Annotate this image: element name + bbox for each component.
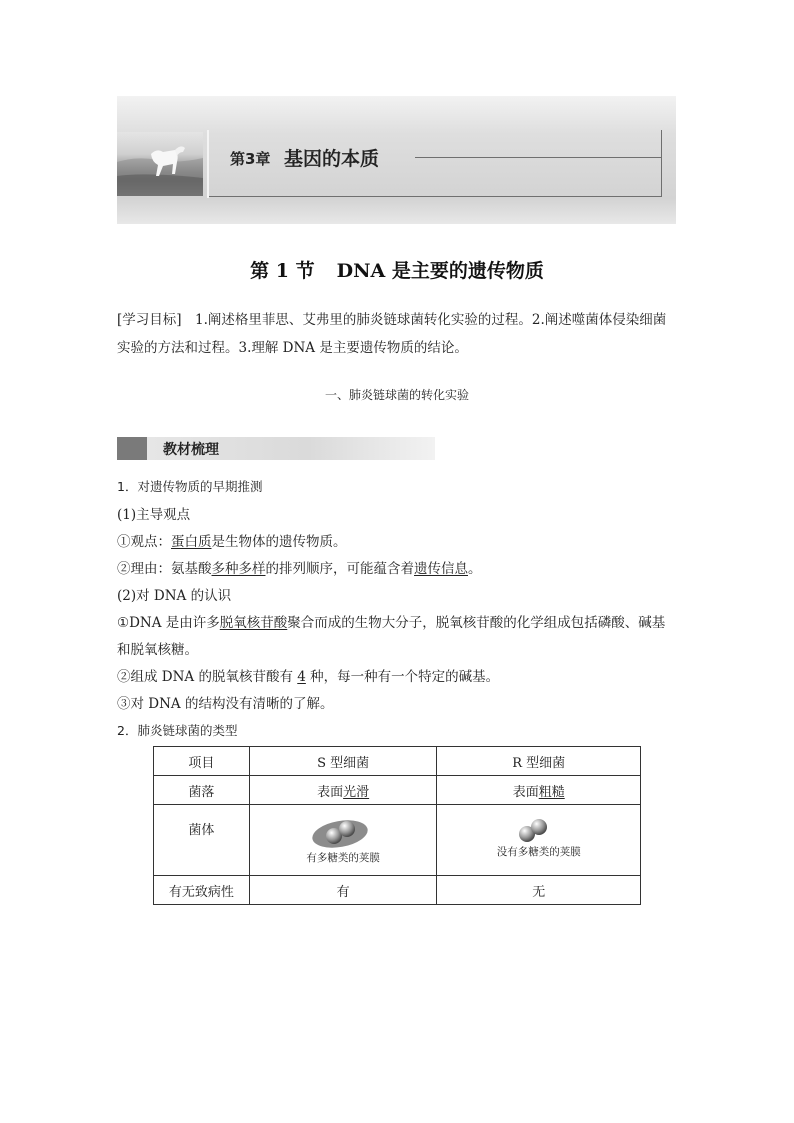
text: 。 (468, 561, 482, 577)
table-cell: 无 (437, 876, 641, 905)
no-capsule-bacteria-icon (511, 816, 555, 846)
text: ②组成 DNA 的脱氧核苷酸有 (117, 669, 293, 685)
chapter-banner (117, 96, 676, 224)
table-row (154, 876, 641, 905)
text: 的排列顺序，可能蕴含着 (265, 561, 414, 577)
table-row (154, 776, 641, 805)
learning-objectives (117, 306, 677, 362)
blank-answer: 多种多样 (211, 561, 266, 577)
review-label: 教材梳理 (163, 442, 219, 458)
subheading-2: (2)对 DNA 的认识 (117, 588, 232, 604)
text: 种，每一种有一个特定的碱基。 (310, 669, 500, 685)
table-cell (437, 776, 641, 805)
section-number: 第 1 节 (250, 260, 315, 282)
objectives-line-1: [学习目标] 1.阐述格里菲思、艾弗里的肺炎链球菌转化实验的过程。2.阐述噬菌体侵染细菌 (117, 312, 667, 328)
blank-answer: 脱氧核苷酸 (219, 615, 288, 631)
item-1-heading: 1．对遗传物质的早期推测 (117, 479, 263, 494)
dna-line-2 (117, 665, 499, 685)
subheading-1: (1)主导观点 (117, 507, 191, 523)
capsule-bacteria-icon (306, 816, 378, 850)
dna-line-1 (117, 611, 665, 631)
row-label: 菌体 (154, 805, 250, 876)
header-cell: 项目 (154, 747, 250, 776)
row-label: 菌落 (154, 776, 250, 805)
section-name: DNA 是主要的遗传物质 (336, 260, 544, 282)
blank-answer: 蛋白质 (171, 534, 212, 550)
bacteria-type-table (153, 746, 641, 905)
reason-line (117, 557, 482, 577)
text: 表面 (512, 784, 539, 800)
text: ②理由：氨基酸 (117, 561, 212, 577)
banner-frame (209, 130, 662, 197)
table-row (154, 805, 641, 876)
blank-answer: 粗糙 (538, 784, 565, 800)
viewpoint-line (117, 530, 347, 550)
review-section-bar (117, 437, 435, 460)
dna-line-3: ③对 DNA 的结构没有清晰的了解。 (117, 696, 334, 712)
text: 是生物体的遗传物质。 (211, 534, 347, 550)
chapter-label: 第3章 (230, 150, 271, 168)
s-type-figure (250, 812, 437, 868)
blank-answer: 4 (297, 669, 306, 685)
table-cell (249, 776, 437, 805)
row-label: 有无致病性 (154, 876, 250, 905)
horse-photo (117, 132, 203, 196)
blank-answer: 遗传信息 (414, 561, 468, 577)
s-type-caption: 有多糖类的荚膜 (306, 852, 380, 864)
item-2-heading: 2．肺炎链球菌的类型 (117, 723, 238, 738)
header-cell: S 型细菌 (249, 747, 437, 776)
table-header-row (154, 747, 641, 776)
dna-line-1-cont: 和脱氧核糖。 (117, 642, 198, 658)
chapter-title: 基因的本质 (284, 148, 380, 170)
banner-rule (415, 157, 661, 158)
text: ①观点： (117, 534, 171, 550)
text: 表面 (317, 784, 344, 800)
table-cell: 有 (249, 876, 437, 905)
text: ①DNA 是由许多 (117, 615, 220, 631)
objectives-line-2: 实验的方法和过程。3.理解 DNA 是主要遗传物质的结论。 (117, 340, 468, 356)
r-type-figure (437, 812, 640, 868)
text: 聚合而成的生物大分子，脱氧核苷酸的化学组成包括磷酸、碱基 (287, 615, 666, 631)
table-cell (249, 805, 437, 876)
r-type-caption: 没有多糖类的荚膜 (496, 846, 581, 858)
section-title (0, 256, 794, 283)
part-heading: 一、肺炎链球菌的转化实验 (324, 388, 469, 402)
header-cell: R 型细菌 (437, 747, 641, 776)
blank-answer: 光滑 (343, 784, 370, 800)
table-cell (437, 805, 641, 876)
